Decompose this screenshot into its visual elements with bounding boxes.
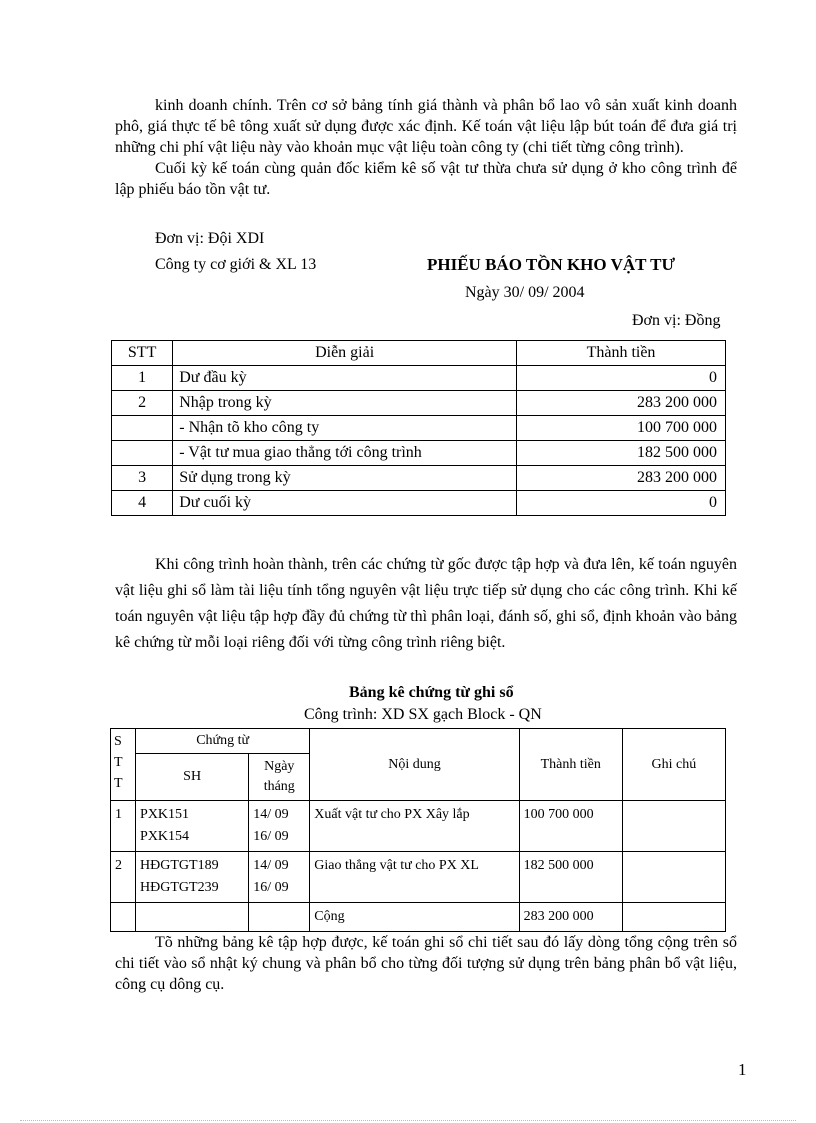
- table-row: [111, 801, 726, 852]
- row-amount: 182 500 000: [519, 852, 622, 903]
- table-row: [112, 466, 726, 491]
- row-stt: [112, 416, 173, 441]
- total-row: [111, 903, 726, 932]
- middle-text: [115, 552, 737, 656]
- currency-unit: Đơn vị: Đồng: [632, 312, 721, 329]
- row-content: Giao thẳng vật tư cho PX XL: [310, 852, 519, 903]
- closing-text: [115, 932, 737, 995]
- total-sh: [136, 903, 249, 932]
- col-content: Nội dung: [310, 729, 519, 801]
- row-description: Dư cuối kỳ: [173, 491, 517, 516]
- table-row: [112, 441, 726, 466]
- row-stt: 1: [112, 366, 173, 391]
- total-note: [622, 903, 725, 932]
- form-title: PHIẾU BÁO TỒN KHO VẬT TƯ: [427, 255, 675, 274]
- row-amount: 100 700 000: [519, 801, 622, 852]
- intro-paragraph-1: kinh doanh chính. Trên cơ sở bảng tính giá thành và phân bổ lao vô sản xuất kinh doanh phô, giá thực tế bê tông xuất sử dụng được xác định. Kế toán vật liệu lập bút toán để đưa giá trị những chi phí vật liệu này vào khoản mục vật liệu toàn công ty (chi tiết từng công trình).: [115, 97, 737, 156]
- stock-report-table: [111, 340, 726, 516]
- voucher-header-row-1: [111, 729, 726, 754]
- row-description: Nhập trong kỳ: [173, 391, 517, 416]
- total-label: Cộng: [310, 903, 519, 932]
- row-description: - Nhận tõ kho công ty: [173, 416, 517, 441]
- col-date: Ngày tháng: [249, 754, 310, 801]
- row-sh: PXK151 PXK154: [136, 801, 249, 852]
- row-stt: [112, 441, 173, 466]
- row-stt: 4: [112, 491, 173, 516]
- row-sh: HĐGTGT189 HĐGTGT239: [136, 852, 249, 903]
- row-stt: 2: [111, 852, 136, 903]
- form-date: Ngày 30/ 09/ 2004: [465, 284, 585, 301]
- row-description: Sử dụng trong kỳ: [173, 466, 517, 491]
- col-amount: Thành tiền: [517, 341, 726, 366]
- voucher-table-title: Bảng kê chứng từ ghi sổ: [349, 684, 514, 701]
- row-content: Xuất vật tư cho PX Xây lắp: [310, 801, 519, 852]
- row-dates: 14/ 09 16/ 09: [249, 801, 310, 852]
- middle-paragraph: Khi công trình hoàn thành, trên các chứng từ gốc được tập hợp và đưa lên, kế toán nguyên vật liệu ghi sổ làm tài liệu tính tổng nguyên vật liệu trực tiếp sử dụng cho các công trình. Khi kế toán nguyên vật liệu tập hợp đầy đủ chứng từ thì phân loại, đánh số, ghi sổ, định khoản vào bảng kê chứng từ mỗi loại riêng đối với từng công trình riêng biệt.: [115, 556, 737, 651]
- row-description: Dư đầu kỳ: [173, 366, 517, 391]
- table-row: [111, 852, 726, 903]
- page-number: 1: [738, 1060, 747, 1079]
- row-note: [622, 801, 725, 852]
- intro-paragraph-2: Cuối kỳ kế toán cùng quản đốc kiểm kê số vật tư thừa chưa sử dụng ở kho công trình để lập phiếu báo tồn vật tư.: [115, 160, 737, 198]
- table-row: [112, 416, 726, 441]
- voucher-table: [110, 728, 726, 932]
- total-date: [249, 903, 310, 932]
- intro-text: [115, 95, 737, 200]
- table-row: [112, 366, 726, 391]
- row-dates: 14/ 09 16/ 09: [249, 852, 310, 903]
- stock-header-row: [112, 341, 726, 366]
- row-amount: 100 700 000: [517, 416, 726, 441]
- footer-divider: [20, 1120, 796, 1121]
- col-amount: Thành tiền: [519, 729, 622, 801]
- col-stt: S T T: [111, 729, 136, 801]
- voucher-table-subtitle: Công trình: XD SX gạch Block - QN: [304, 706, 542, 723]
- row-amount: 283 200 000: [517, 466, 726, 491]
- col-stt: STT: [112, 341, 173, 366]
- row-stt: 1: [111, 801, 136, 852]
- company-name: Công ty cơ giới & XL 13: [155, 256, 317, 273]
- table-row: [112, 491, 726, 516]
- table-row: [112, 391, 726, 416]
- row-amount: 0: [517, 491, 726, 516]
- total-amount: 283 200 000: [519, 903, 622, 932]
- row-amount: 283 200 000: [517, 391, 726, 416]
- unit-label: Đơn vị: Đội XDI: [155, 230, 265, 247]
- closing-paragraph: Tõ những bảng kê tập hợp được, kế toán ghi sổ chi tiết sau đó lấy dòng tổng cộng trên sổ chi tiết vào sổ nhật ký chung và phân bổ cho từng đối tượng sử dụng trên bảng phân bổ vật liệu, công cụ dông cụ.: [115, 934, 737, 993]
- row-stt: 2: [112, 391, 173, 416]
- col-sh: SH: [136, 754, 249, 801]
- total-stt: [111, 903, 136, 932]
- row-amount: 0: [517, 366, 726, 391]
- col-note: Ghi chú: [622, 729, 725, 801]
- row-note: [622, 852, 725, 903]
- row-stt: 3: [112, 466, 173, 491]
- col-voucher: Chứng từ: [136, 729, 310, 754]
- row-amount: 182 500 000: [517, 441, 726, 466]
- col-description: Diễn giải: [173, 341, 517, 366]
- row-description: - Vật tư mua giao thẳng tới công trình: [173, 441, 517, 466]
